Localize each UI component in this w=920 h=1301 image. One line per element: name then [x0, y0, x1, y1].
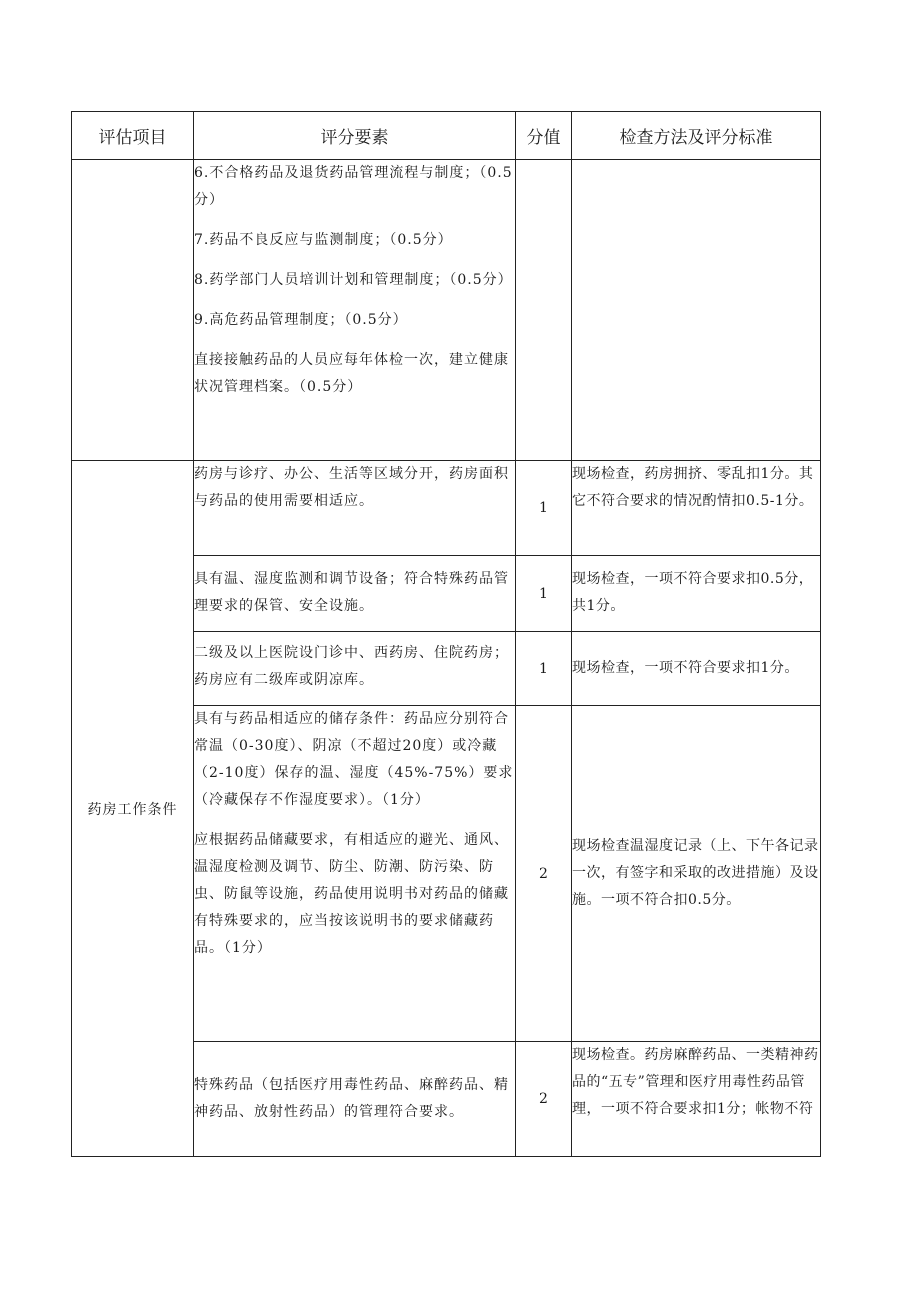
method-cell: 现场检查。药房麻醉药品、一类精神药品的“五专”管理和医疗用毒性药品管理，一项不符合要求扣1分；帐物不符	[572, 1042, 821, 1157]
continued-requirements-cell	[194, 160, 516, 461]
section-title-cell	[72, 461, 194, 1157]
score-cell: 2	[516, 1042, 572, 1157]
method-cell: 现场检查，一项不符合要求扣0.5分，共1分。	[572, 556, 821, 632]
requirements-cell	[194, 556, 516, 632]
score-cell: 1	[516, 556, 572, 632]
requirement-item: 直接接触药品的人员应每年体检一次，建立健康状况管理档案。（0.5分）	[194, 352, 509, 395]
method-cell: 现场检查温湿度记录（上、下午各记录一次，有签字和采取的改进措施）及设施。一项不符合扣0.5分。	[572, 706, 821, 1042]
method-cell: 现场检查，药房拥挤、零乱扣1分。其它不符合要求的情况酌情扣0.5-1分。	[572, 461, 821, 556]
header-score: 分值	[516, 112, 572, 160]
requirement-text: 具有与药品相适应的储存条件：药品应分别符合常温（0-30度）、阴凉（不超过20度）或冷藏（2-10度）保存的温、湿度（45%-75%）要求（冷藏保存不作湿度要求）。（1分）	[194, 711, 514, 808]
method-cell: 现场检查，一项不符合要求扣1分。	[572, 632, 821, 706]
continued-score-cell	[516, 160, 572, 461]
requirement-item: 7.药品不良反应与监测制度；（0.5分）	[194, 232, 453, 248]
evaluation-table	[71, 111, 821, 1157]
score-cell: 2	[516, 706, 572, 1042]
requirements-cell	[194, 1042, 516, 1157]
header-scoring-elements: 评分要素	[194, 112, 516, 160]
section-title: 药房工作条件	[87, 801, 178, 818]
requirements-cell	[194, 461, 516, 556]
requirement-item: 8.药学部门人员培训计划和管理制度；（0.5分）	[194, 272, 513, 288]
table-row	[72, 461, 821, 556]
continued-method-cell	[572, 160, 821, 461]
requirement-item: 6.不合格药品及退货药品管理流程与制度；（0.5分）	[194, 165, 513, 208]
header-evaluation-item: 评估项目	[72, 112, 194, 160]
header-row	[72, 112, 821, 160]
requirement-text: 药房与诊疗、办公、生活等区域分开，药房面积与药品的使用需要相适应。	[194, 466, 509, 509]
requirements-cell	[194, 632, 516, 706]
requirement-text: 二级及以上医院设门诊中、西药房、住院药房；药房应有二级库或阴凉库。	[194, 645, 509, 688]
score-cell: 1	[516, 461, 572, 556]
requirement-text: 特殊药品（包括医疗用毒性药品、麻醉药品、精神药品、放射性药品）的管理符合要求。	[194, 1077, 509, 1120]
continued-item-cell	[72, 160, 194, 461]
requirement-text: 应根据药品储藏要求，有相适应的避光、通风、温湿度检测及调节、防尘、防潮、防污染、防虫、防鼠等设施，药品使用说明书对药品的储藏有特殊要求的，应当按该说明书的要求储藏药品。（1分）	[194, 832, 509, 956]
continued-row	[72, 160, 821, 461]
header-check-method: 检查方法及评分标准	[572, 112, 821, 160]
requirements-cell	[194, 706, 516, 1042]
requirement-text: 具有温、湿度监测和调节设备；符合特殊药品管理要求的保管、安全设施。	[194, 571, 509, 614]
score-cell: 1	[516, 632, 572, 706]
requirement-item: 9.高危药品管理制度；（0.5分）	[194, 312, 408, 328]
